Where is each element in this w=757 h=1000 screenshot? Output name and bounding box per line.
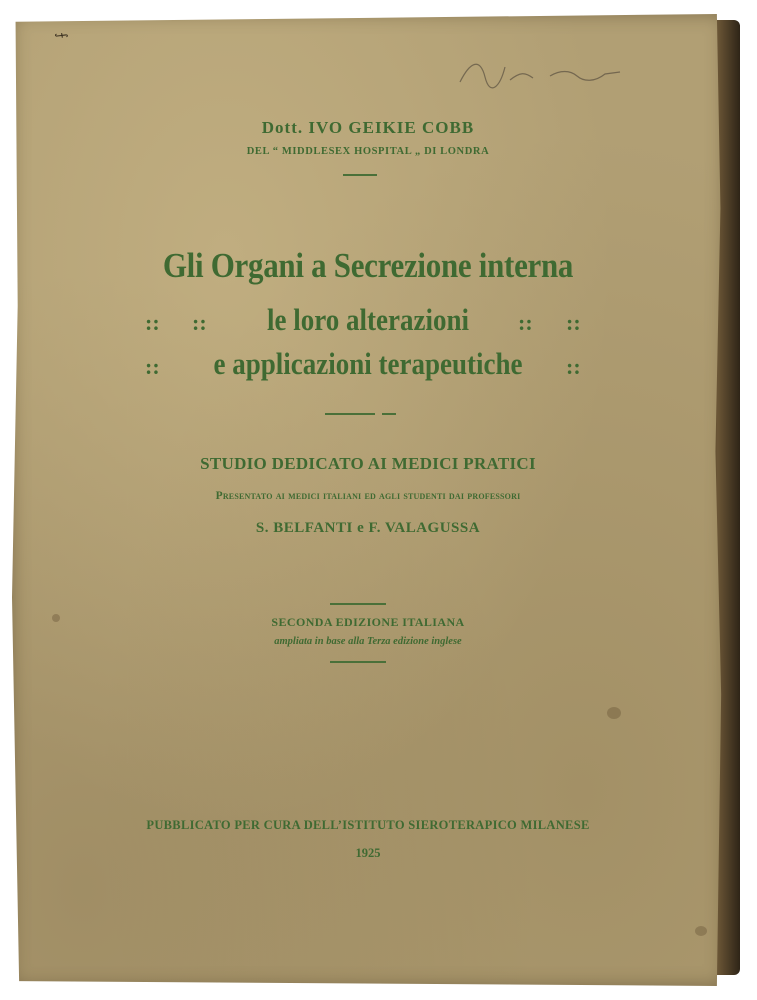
publication-year: 1925: [355, 846, 381, 860]
divider-rule: [330, 661, 386, 663]
author-name: Dott. IVO GEIKIE COBB: [261, 118, 475, 137]
stain: [607, 707, 621, 719]
divider-rule: [382, 413, 396, 415]
title-line-2: le loro alterazioni: [267, 303, 469, 337]
colon-ornament: ::: [566, 354, 581, 379]
author-affiliation: DEL “ MIDDLESEX HOSPITAL „ DI LONDRA: [246, 146, 490, 157]
study-subtitle: STUDIO DEDICATO AI MEDICI PRATICI: [200, 454, 536, 473]
edition-note: ampliata in base alla Terza edizione inglese: [274, 636, 462, 647]
professors-names: S. BELFANTI e F. VALAGUSSA: [255, 520, 481, 536]
corner-mark: ⨍: [53, 30, 70, 41]
edition-line: SECONDA EDIZIONE ITALIANA: [271, 615, 465, 629]
colon-ornament: ::: [145, 354, 160, 379]
divider-rule: [325, 413, 375, 415]
title-line-1: Gli Organi a Secrezione interna: [162, 245, 574, 286]
colon-ornament: ::: [192, 310, 207, 335]
divider-rule: [343, 174, 377, 176]
publisher-line: PUBBLICATO PER CURA DELL’ISTITUTO SIEROTERAPICO MILANESE: [146, 818, 590, 832]
pencil-signature: [455, 52, 625, 92]
colon-ornament: ::: [145, 310, 160, 335]
title-line-3: e applicazioni terapeutiche: [213, 347, 523, 381]
presented-line: Presentato ai medici italiani ed agli studenti dai professori: [215, 490, 521, 502]
colon-ornament: ::: [566, 310, 581, 335]
colon-ornament: ::: [518, 310, 533, 335]
divider-rule: [330, 603, 386, 605]
stain: [695, 926, 707, 936]
